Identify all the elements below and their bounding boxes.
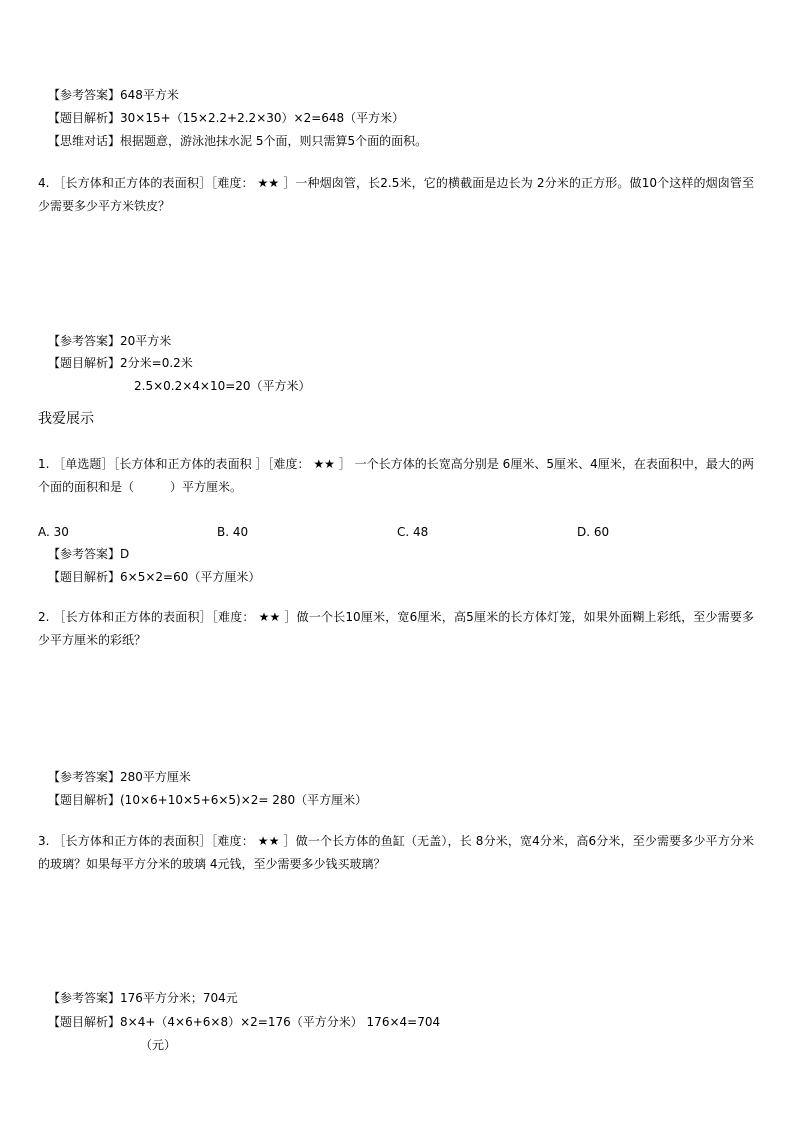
answer-line: 【参考答案】D — [48, 547, 130, 561]
analysis-line: 【题目解析】30×15+（15×2.2+2.2×30）×2=648（平方米） — [48, 111, 405, 125]
answer-line: 【参考答案】648平方米 — [48, 88, 179, 102]
analysis-line: 【题目解析】2分米=0.2米 — [48, 356, 193, 370]
option-c: C. 48 — [397, 525, 429, 539]
analysis-line: 【题目解析】(10×6+10×5+6×5)×2= 280（平方厘米） — [48, 793, 368, 807]
analysis-continuation: 2.5×0.2×4×10=20（平方米） — [134, 379, 311, 393]
question-3-text: 3. ［长方体和正方体的表面积］［难度： ★★ ］做一个长方体的鱼缸（无盖），长 8分米，宽4分米，高6分米，至少需要多少平方分米的玻璃？如果每平方分米的玻璃 4元钱，至少需要多少钱买玻璃？ — [38, 834, 754, 871]
answer-line: 【参考答案】20平方米 — [48, 334, 172, 348]
analysis-continuation: （元） — [140, 1038, 177, 1052]
option-b: B. 40 — [217, 525, 249, 539]
answer-line: 【参考答案】176平方分米；704元 — [48, 991, 238, 1005]
question-1-text: 1. ［单选题］［长方体和正方体的表面积 ］［难度： ★★ ］ 一个长方体的长宽高分别是 6厘米、5厘米、4厘米，在表面积中，最大的两个面的面积和是（ ）平方厘米。 — [38, 457, 754, 494]
option-d: D. 60 — [577, 525, 610, 539]
section-title: 我爱展示 — [38, 411, 94, 427]
question-4-text: 4. ［长方体和正方体的表面积］［难度： ★★ ］一种烟囱管，长2.5米，它的横截面是边长为 2分米的正方形。做10个这样的烟囱管至少需要多少平方米铁皮？ — [38, 176, 754, 213]
analysis-line: 【题目解析】8×4+（4×6+6×8）×2=176（平方分米） 176×4=704 — [48, 1015, 441, 1029]
option-a: A. 30 — [38, 525, 69, 539]
answer-line: 【参考答案】280平方厘米 — [48, 770, 191, 784]
thinking-line: 【思维对话】根据题意，游泳池抹水泥 5个面，则只需算5个面的面积。 — [48, 134, 428, 148]
question-2-text: 2. ［长方体和正方体的表面积］［难度： ★★ ］做一个长10厘米，宽6厘米，高5厘米的长方体灯笼，如果外面糊上彩纸，至少需要多少平方厘米的彩纸？ — [38, 610, 754, 647]
analysis-line: 【题目解析】6×5×2=60（平方厘米） — [48, 570, 261, 584]
